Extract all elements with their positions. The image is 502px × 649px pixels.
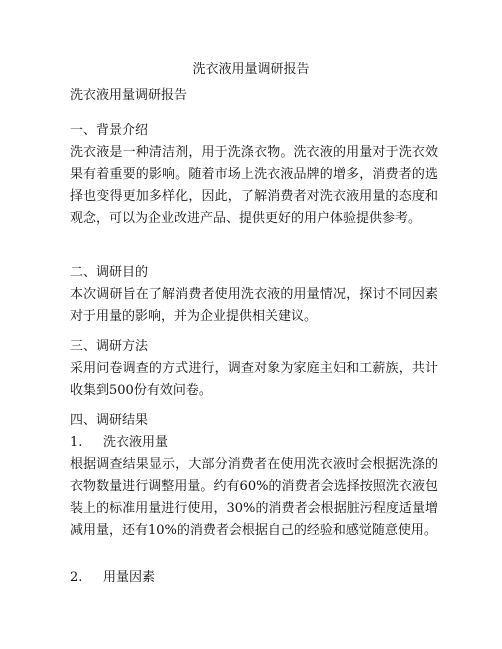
subtitle-text: 洗衣液用量调研报告 <box>70 88 188 103</box>
section-purpose <box>70 262 438 328</box>
result-item-2 <box>70 567 438 589</box>
document-subtitle <box>70 85 438 107</box>
result-item-heading <box>70 567 438 589</box>
section-heading: 二、调研目的 <box>70 265 149 280</box>
section-background <box>70 120 438 230</box>
item-title: 洗衣液用量 <box>103 435 169 450</box>
section-method <box>70 336 438 402</box>
document-title: 洗衣液用量调研报告 <box>192 62 310 77</box>
section-heading: 一、背景介绍 <box>70 123 149 138</box>
section-body: 采用问卷调查的方式进行，调查对象为家庭主妇和工薪族，共计收集到500份有效问卷。 <box>70 361 438 398</box>
item-number: 1. <box>70 435 83 450</box>
result-item-heading <box>70 432 438 454</box>
item-title: 用量因素 <box>103 570 156 585</box>
section-body: 本次调研旨在了解消费者使用洗衣液的用量情况，探讨不同因素对于用量的影响，并为企业提供相关建议。 <box>70 287 438 324</box>
section-body: 洗衣液是一种清洁剂，用于洗涤衣物。洗衣液的用量对于洗衣效果有着重要的影响。随着市场上洗衣液品牌的增多，消费者的选择也变得更加多样化，因此，了解消费者对洗衣液用量的态度和观念，可以为企业改进产品、提供更好的用户体验提供参考。 <box>70 145 438 226</box>
item-body: 根据调查结果显示，大部分消费者在使用洗衣液时会根据洗涤的衣物数量进行调整用量。约有60%的消费者会选择按照洗衣液包装上的标准用量进行使用，30%的消费者会根据脏污程度适量增减用量，还有10%的消费者会根据自己的经验和感觉随意使用。 <box>70 457 438 538</box>
section-results <box>70 410 438 542</box>
section-heading: 四、调研结果 <box>70 413 149 428</box>
section-heading: 三、调研方法 <box>70 339 149 354</box>
item-number: 2. <box>70 570 83 585</box>
